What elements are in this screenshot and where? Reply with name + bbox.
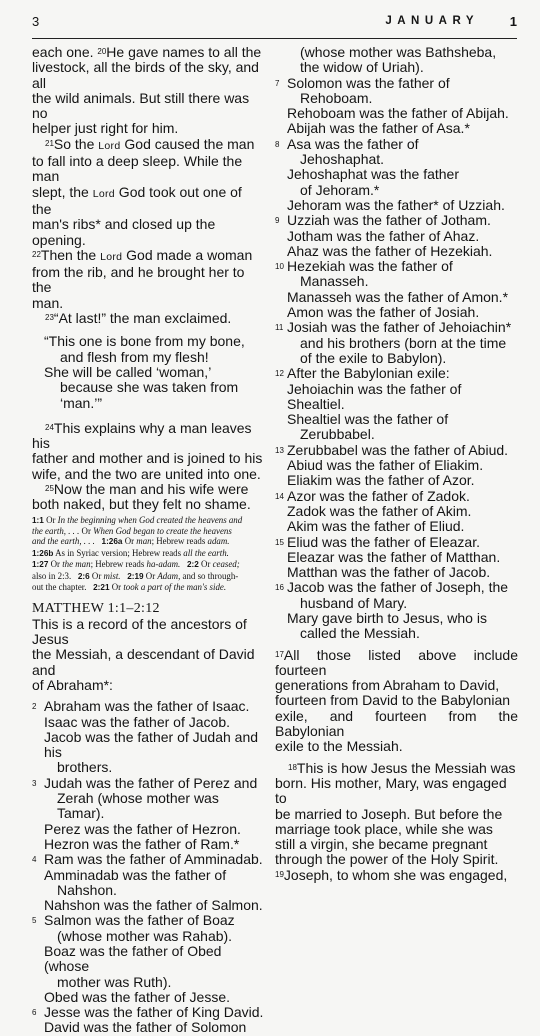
footnote: the earth, . . . Or When God began to create the heavens (32, 526, 232, 537)
footnote: and the earth, . . . 1:26a Or man; Hebrew reads adam. (32, 536, 230, 547)
header-day: 1 (509, 14, 517, 29)
genealogy-verse: 7 Solomon was the father of Rehoboam. Rehoboam was the father of Abijah. Abijah was the father of Asa.* (275, 74, 509, 137)
verse-number: 2 (32, 702, 37, 712)
footnotes (32, 515, 264, 594)
genesis-paragraph: each one. $^{20}$He gave names to all the livestock, all the birds of the sky, and all the wild animals. But still there was no helper just right for him. (32, 44, 262, 137)
genealogy-verse: 3 Judah was the father of Perez and Zerah (whose mother was Tamar). Perez was the father of Hezron. Hezron was the father of Ram.* (32, 774, 258, 852)
verse-number: 15 (275, 537, 284, 547)
genealogy-verse: 11 Josiah was the father of Jehoiachin* and his brothers (born at the time of the exile to Babylon). (275, 319, 512, 366)
right-column (275, 45, 518, 883)
matthew-intro: This is a record of the ancestors of Jesus the Messiah, a descendant of David and of Abraham*: (32, 615, 255, 693)
genesis-paragraph: $^{23}$“At last!” the man exclaimed. (45, 310, 232, 327)
genealogy-verse: 13 Zerubbabel was the father of Abiud. Abiud was the father of Eliakim. Eliakim was the father of Azor. (275, 441, 509, 489)
verse-number: 12 (275, 369, 284, 379)
passage-title: MATTHEW 1:1–2:12 (32, 601, 160, 617)
matthew-paragraph: $^{17}$All those listed above include fourteen generations from Abraham to David, fourteen from David to the Babylonian exile, and fourteen from the Babylonian exile to the Messiah. (275, 646, 518, 755)
verse-number: 24 (45, 422, 54, 432)
verse-number: 14 (275, 491, 284, 501)
genealogy-verse: 14 Azor was the father of Zadok. Zadok was the father of Akim. Akim was the father of Eliud. (275, 487, 472, 535)
verse-number: 5 (32, 916, 37, 926)
verse-number: 3 (32, 778, 37, 788)
verse-number: 9 (275, 216, 280, 226)
verse-number: 17 (275, 649, 284, 659)
verse-number: 21 (45, 138, 54, 148)
footnote: 1:1 Or In the beginning when God created the heavens and (32, 514, 243, 525)
left-column (32, 45, 264, 1036)
verse-number: 7 (275, 78, 280, 88)
genesis-paragraph-cont: both naked, but they felt no shame. (32, 496, 251, 513)
genesis-paragraph: $^{24}$This explains why a man leaves his (32, 419, 252, 452)
genesis-paragraph-cont: to fall into a deep sleep. While the man slept, the Lord God took out one of the man's ribs* and closed up the opening. $^{22}$Then the Lord God made a woman from the rib, and he brought her to the man. (32, 153, 253, 311)
footnote: 1:27 Or the man; Hebrew reads ha-adam. 2:2 Or ceased; (32, 559, 240, 570)
header-rule (32, 38, 517, 39)
genealogy-verse: 4 Ram was the father of Amminadab. Amminadab was the father of Nahshon. Nahshon was the father of Salmon. (32, 851, 263, 914)
genealogy-verse: 2 Abraham was the father of Isaac. Isaac was the father of Jacob. Jacob was the father of Judah and his brothers. (32, 698, 259, 776)
genesis-paragraph: $^{21}$So the Lord God caused the man (45, 135, 255, 152)
genealogy-verse: 6 Jesse was the father of King David. David was the father of Solomon (32, 1004, 264, 1036)
genealogy-verse: 12 After the Babylonian exile: Jehoiachin was the father of Shealtiel. Shealtiel was the father of Zerubbabel. (275, 365, 462, 443)
verse-number: 18 (288, 762, 297, 772)
genealogy-verse: 10 Hezekiah was the father of Manasseh. Manasseh was the father of Amon.* Amon was the father of Josiah. (275, 258, 509, 321)
verse-number: 20 (97, 47, 107, 56)
genesis-paragraph: $^{25}$Now the man and his wife were (45, 481, 249, 498)
verse-number: 16 (275, 583, 284, 593)
genealogy-verse: 16 Jacob was the father of Joseph, the husband of Mary. Mary gave birth to Jesus, who is called the Messiah. (275, 579, 509, 642)
verse-number: 11 (275, 323, 284, 333)
running-header (32, 12, 517, 38)
verse-number: 6 (32, 1008, 37, 1018)
genealogy-verse: 8 Asa was the father of Jehoshaphat. Jehoshaphat was the father of Jehoram.* Jehoram was the father* of Uzziah. (275, 135, 505, 213)
verse-number: 19 (275, 869, 284, 879)
genesis-paragraph-cont: father and mother and is joined to his wife, and the two are united into one. (32, 450, 263, 482)
verse-number: 22 (32, 249, 41, 259)
verse-number: 25 (45, 484, 54, 494)
verse-number: 13 (275, 445, 284, 455)
matthew-paragraph-cont: born. His mother, Mary, was engaged to be married to Joseph. But before the marriage took place, while she was still a virgin, she became pregnant through the power of the Holy Spirit. $^{19}$Joseph, to whom she was engaged, (275, 774, 508, 883)
verse-number: 10 (275, 262, 284, 272)
genealogy-verse: 5 Salmon was the father of Boaz (whose mother was Rahab). Boaz was the father of Obed (whose mother was Ruth). Obed was the father of Jesse. (32, 912, 235, 1005)
poem-block: “This one is bone from my bone, and flesh from my flesh! She will be called ‘woman,’ because she was taken from ‘man.’” (44, 333, 245, 411)
matthew-paragraph: $^{18}$This is how Jesus the Messiah was (288, 759, 516, 776)
genealogy-verse: 9 Uzziah was the father of Jotham. Jotham was the father of Ahaz. Ahaz was the father of Hezekiah. (275, 212, 493, 259)
footnote: out the chapter. 2:21 Or took a part of the man's side. (32, 582, 227, 593)
verse-number: 4 (32, 855, 37, 865)
page-number: 3 (32, 14, 40, 29)
header-month: JANUARY (385, 15, 479, 27)
genealogy-verse: 15 Eliud was the father of Eleazar. Eleazar was the father of Matthan. Matthan was the father of Jacob. (275, 533, 501, 581)
footnote: also in 2:3. 2:6 Or mist. 2:19 Or Adam, and so through- (32, 570, 239, 581)
verse-number: 8 (275, 139, 280, 149)
genealogy-verse-cont: (whose mother was Bathsheba, the widow of Uriah). (300, 44, 497, 76)
verse-number: 23 (45, 313, 54, 323)
footnote: 1:26b As in Syriac version; Hebrew reads all the earth. (32, 547, 229, 558)
